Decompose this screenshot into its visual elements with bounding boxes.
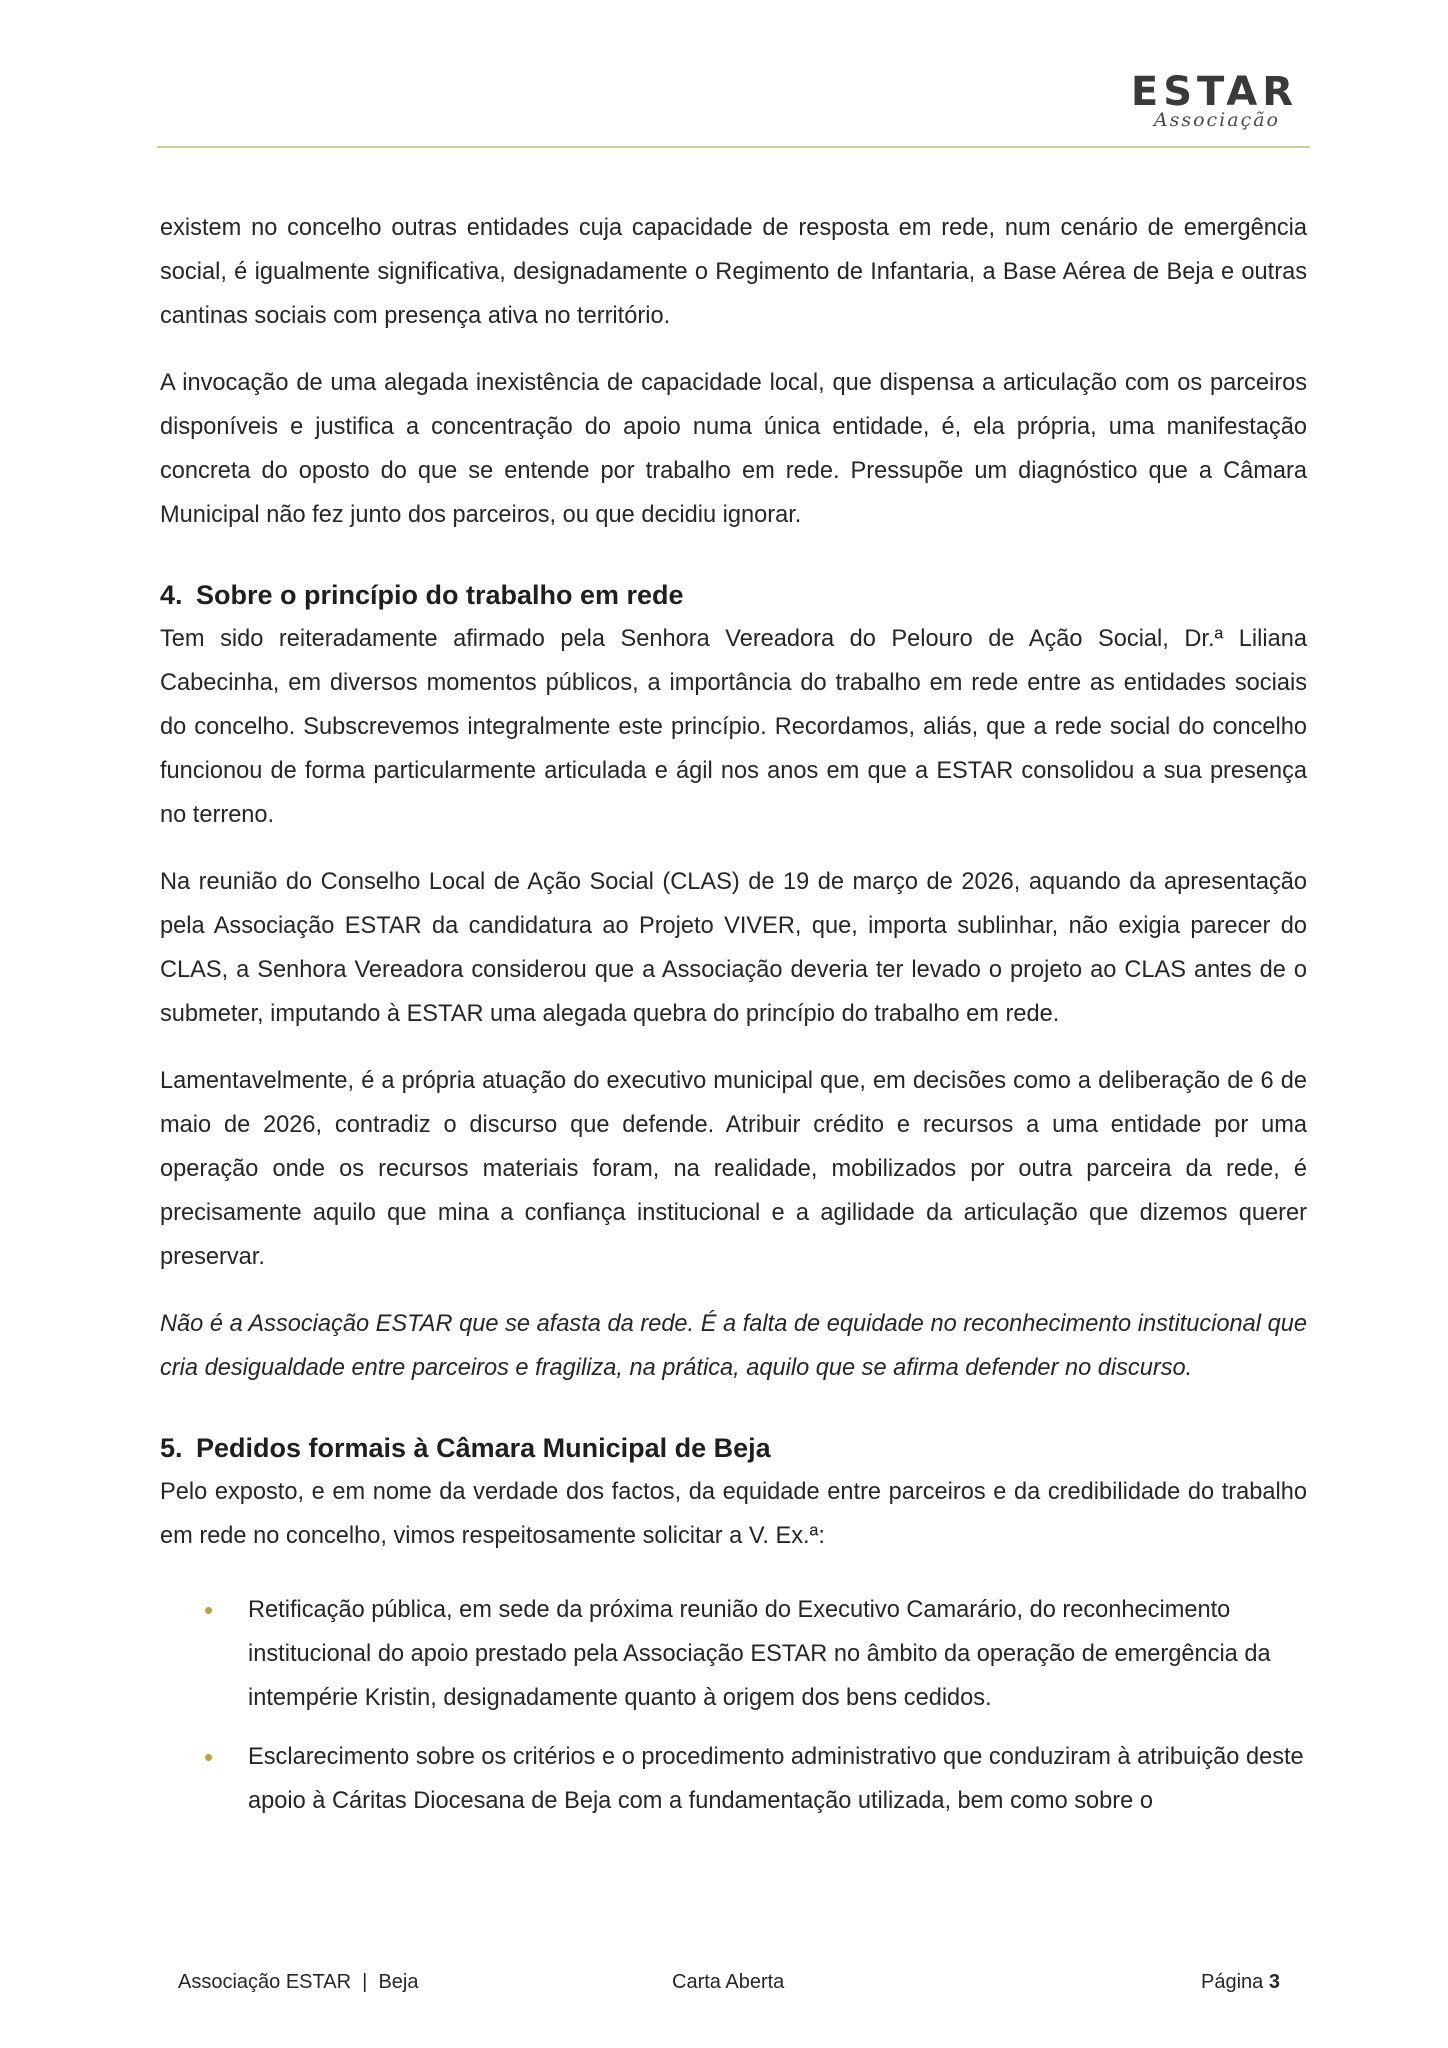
estar-logo bbox=[1130, 69, 1298, 136]
paragraph: existem no concelho outras entidades cuja capacidade de resposta em rede, num cenário de emergência social, é igualmente significativa, designadamente o Regimento de Infantaria, a Base Aérea de Beja e outras cantinas sociais com presença ativa no território. bbox=[160, 215, 1307, 329]
page-label: Página bbox=[1201, 1971, 1264, 1993]
paragraph: Pelo exposto, e em nome da verdade dos factos, da equidade entre parceiros e da credibilidade do trabalho em rede no concelho, vimos respeitosamente solicitar a V. Ex.ª: bbox=[160, 1479, 1307, 1549]
page-content bbox=[160, 206, 1307, 1838]
paragraph: A invocação de uma alegada inexistência de capacidade local, que dispensa a articulação com os parceiros disponíveis e justifica a concentração do apoio numa única entidade, é, ela própria, uma manifestação concreta do oposto do que se entende por trabalho em rede. Pressupõe um diagnóstico que a Câmara Municipal não fez junto dos parceiros, ou que decidiu ignorar. bbox=[160, 370, 1307, 528]
footer-page-number bbox=[1201, 1968, 1280, 1996]
request-list bbox=[160, 1588, 1307, 1823]
header-divider bbox=[157, 146, 1310, 148]
list-item bbox=[160, 1588, 1307, 1720]
italic-paragraph: Não é a Associação ESTAR que se afasta da rede. É a falta de equidade no reconhecimento institucional que cria desigualdade entre parceiros e fragiliza, na prática, aquilo que se afirma defender no discurso. bbox=[160, 1311, 1307, 1381]
paragraph: Na reunião do Conselho Local de Ação Social (CLAS) de 19 de março de 2026, aquando da apresentação pela Associação ESTAR da candidatura ao Projeto VIVER, que, importa sublinhar, não exigia parecer do CLAS, a Senhora Vereadora considerou que a Associação deveria ter levado o projeto ao CLAS antes de o submeter, imputando à ESTAR uma alegada quebra do princípio do trabalho em rede. bbox=[160, 869, 1307, 1027]
bullet-icon: • bbox=[204, 1742, 214, 1772]
bullet-icon: • bbox=[204, 1595, 214, 1625]
section-heading-5 bbox=[160, 1426, 1307, 1470]
list-item bbox=[160, 1735, 1307, 1823]
section-heading-4 bbox=[160, 573, 1307, 617]
list-item-text: Esclarecimento sobre os critérios e o procedimento administrativo que conduziram à atribuição deste apoio à Cáritas Diocesana de Beja com a fundamentação utilizada, bem como sobre o bbox=[248, 1744, 1304, 1814]
section-title: Pedidos formais à Câmara Municipal de Beja bbox=[196, 1433, 771, 1463]
list-item-text: Retificação pública, em sede da próxima reunião do Executivo Camarário, do reconhecimento institucional do apoio prestado pela Associação ESTAR no âmbito da operação de emergência da intempérie Kristin, designadamente quanto à origem dos bens cedidos. bbox=[248, 1597, 1271, 1711]
paragraph: Lamentavelmente, é a própria atuação do executivo municipal que, em decisões como a deliberação de 6 de maio de 2026, contradiz o discurso que defende. Atribuir crédito e recursos a uma entidade por uma operação onde os recursos materiais foram, na realidade, mobilizados por outra parceira da rede, é precisamente aquilo que mina a confiança institucional e a agilidade da articulação que dizemos querer preservar. bbox=[160, 1068, 1307, 1270]
footer-document-type: Carta Aberta bbox=[672, 1971, 785, 1993]
section-title: Sobre o princípio do trabalho em rede bbox=[196, 580, 684, 610]
logo-wordmark: ESTAR bbox=[1130, 69, 1298, 115]
section-number: 4. bbox=[160, 580, 183, 610]
page-number: 3 bbox=[1268, 1971, 1280, 1993]
section-number: 5. bbox=[160, 1433, 183, 1463]
footer-organization: Associação ESTAR | Beja bbox=[178, 1971, 419, 1993]
logo-tagline: Associação bbox=[1153, 109, 1280, 131]
paragraph: Tem sido reiteradamente afirmado pela Senhora Vereadora do Pelouro de Ação Social, Dr.ª Liliana Cabecinha, em diversos momentos públicos, a importância do trabalho em rede entre as entidades sociais do concelho. Subscrevemos integralmente este princípio. Recordamos, aliás, que a rede social do concelho funcionou de forma particularmente articulada e ágil nos anos em que a ESTAR consolidou a sua presença no terreno. bbox=[160, 626, 1307, 828]
